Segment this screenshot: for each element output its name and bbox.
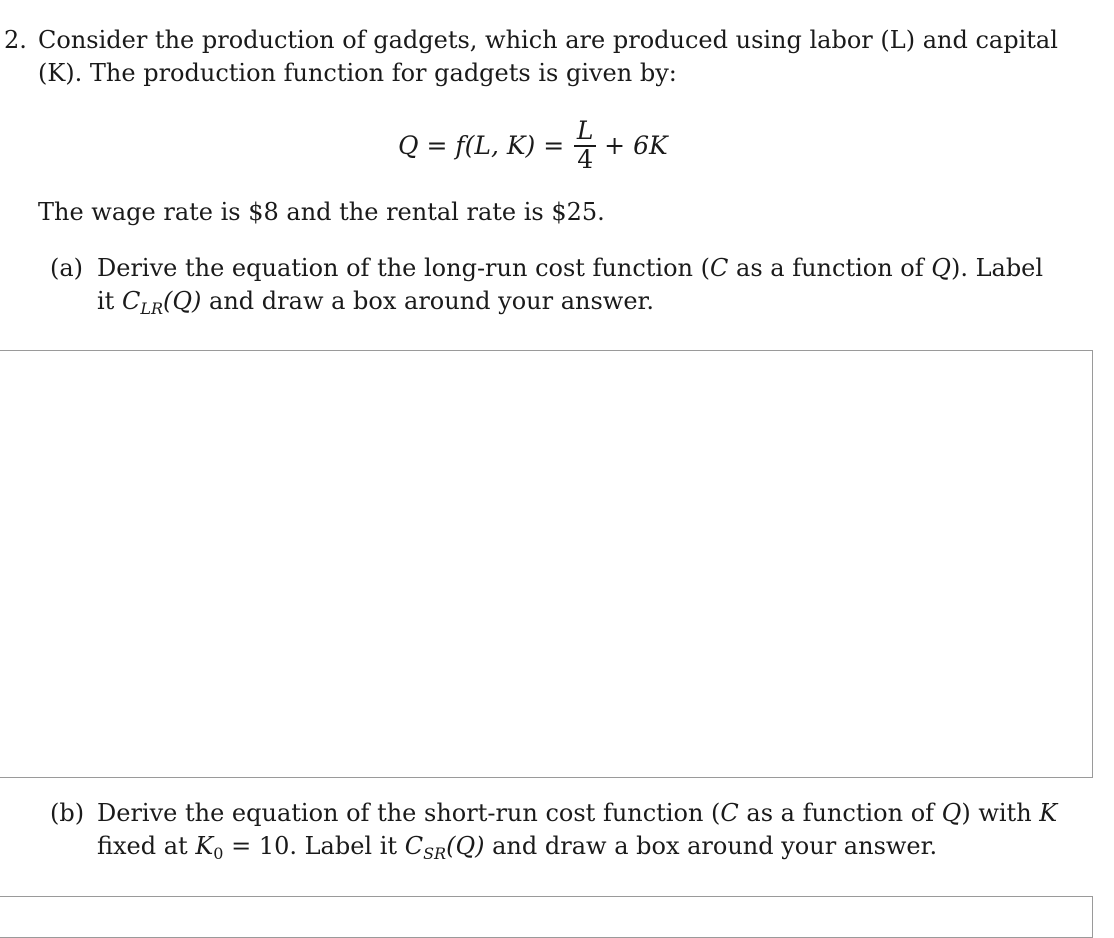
part-a-text: as a function of [728, 254, 932, 282]
part-b-text: ) with [961, 799, 1040, 827]
part-b-label: (b) [50, 799, 85, 827]
answer-box-part-a[interactable] [0, 350, 1093, 778]
answer-box-part-b[interactable] [0, 896, 1093, 938]
equation-fraction [574, 117, 596, 173]
part-a-text: and draw a box around your answer. [201, 287, 655, 315]
part-b-text: as a function of [738, 799, 942, 827]
subscript-sr: SR [423, 844, 447, 863]
argument-q: (Q) [446, 832, 485, 860]
part-b-text-line-1 [97, 797, 1057, 830]
production-function-equation [398, 112, 668, 178]
part-b-text: and draw a box around your answer. [484, 832, 938, 860]
part-b-text-line-2 [97, 830, 937, 863]
subscript-lr: LR [140, 299, 163, 318]
symbol-c-sr: C [404, 832, 424, 860]
part-a-label: (a) [50, 254, 84, 282]
question-text-line-2: (K). The production function for gadgets is given by: [38, 59, 677, 87]
wage-rental-statement: The wage rate is $8 and the rental rate is $25. [38, 198, 605, 226]
part-b-text: Derive the equation of the short-run cost function ( [97, 799, 721, 827]
part-a-text: Derive the equation of the long-run cost function ( [97, 254, 711, 282]
part-a-text-line-2 [97, 285, 654, 318]
symbol-q: Q [931, 254, 951, 282]
question-number: 2. [4, 26, 27, 54]
question-text-line-1: Consider the production of gadgets, which are produced using labor (L) and capital [38, 26, 1058, 54]
symbol-k0: K [195, 832, 214, 860]
part-a-text: it [97, 287, 122, 315]
subscript-0: 0 [213, 844, 224, 863]
symbol-q: Q [941, 799, 962, 827]
argument-q: (Q) [163, 287, 202, 315]
symbol-k: K [1039, 799, 1058, 827]
part-a-text-line-1 [97, 252, 1043, 285]
equation-lhs: Q = f(L, K) = [398, 130, 565, 160]
symbol-c: C [710, 254, 729, 282]
symbol-c: C [720, 799, 739, 827]
symbol-c-lr: C [121, 287, 141, 315]
fraction-numerator: L [576, 116, 594, 146]
part-b-text: fixed at [97, 832, 196, 860]
part-a-text: ). Label [950, 254, 1044, 282]
fraction-denominator: 4 [577, 144, 594, 174]
equation-rhs: + 6K [604, 130, 668, 160]
part-b-text: = 10. Label it [223, 832, 405, 860]
